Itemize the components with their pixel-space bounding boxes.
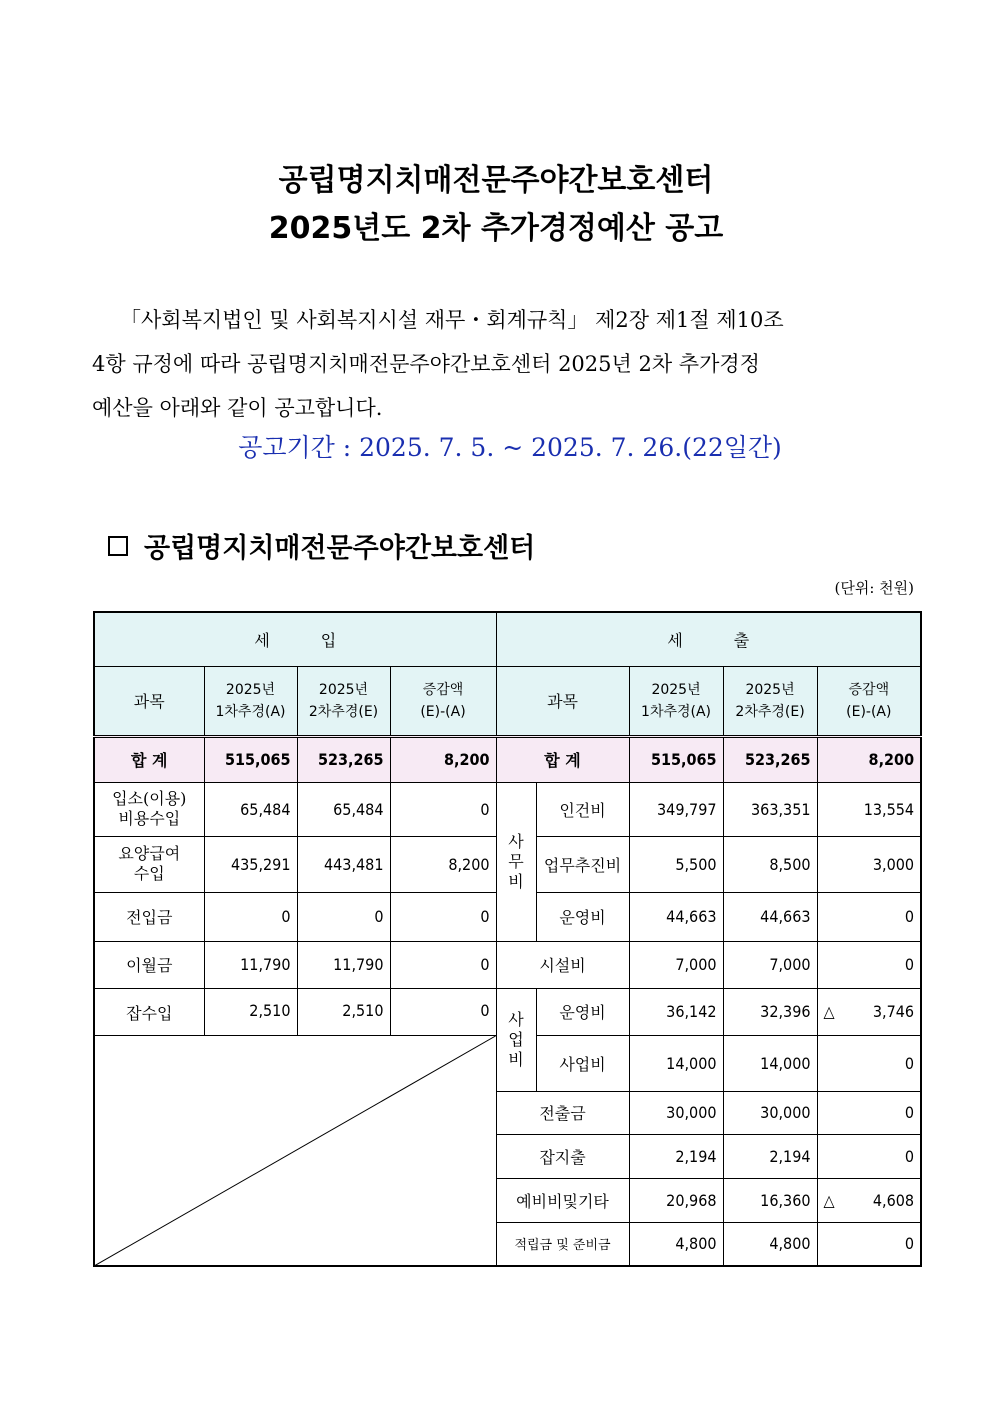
expense-a: 4,800 <box>629 1222 723 1266</box>
notice-period: 공고기간 : 2025. 7. 5. ~ 2025. 7. 26.(22일간) <box>238 433 782 462</box>
paragraph-line-2: 4항 규정에 따라 공립명지치매전문주야간보호센터 2025년 2차 추가경정 <box>92 352 760 376</box>
expense-a: 36,142 <box>629 988 723 1035</box>
total-expense-a: 515,065 <box>629 736 723 782</box>
expense-e: 14,000 <box>723 1035 817 1091</box>
total-income-d: 8,200 <box>390 736 496 782</box>
income-e: 0 <box>297 892 390 941</box>
group-office-label <box>496 782 536 941</box>
decrease-symbol: △ <box>823 1190 835 1210</box>
group-char: 비 <box>508 1049 524 1069</box>
income-subject-header: 과목 <box>94 666 204 736</box>
expense-d <box>817 988 921 1035</box>
hdr-text: 증감액 <box>422 681 464 698</box>
income-a: 65,484 <box>204 782 297 836</box>
section-title: 공립명지치매전문주야간보호센터 <box>144 533 536 564</box>
expense-label: 사업비 <box>536 1035 629 1091</box>
expense-label: 시설비 <box>496 941 629 988</box>
expense-e: 7,000 <box>723 941 817 988</box>
expense-label: 업무추진비 <box>536 836 629 892</box>
expense-d: 3,000 <box>817 836 921 892</box>
income-d: 8,200 <box>390 836 496 892</box>
title-line-1: 공립명지치매전문주야간보호센터 <box>278 163 714 198</box>
expense-diff-header <box>817 666 921 736</box>
hdr-text: 2025년 <box>651 681 701 698</box>
diagonal-line <box>95 1036 496 1266</box>
expense-a: 44,663 <box>629 892 723 941</box>
hdr-text: 2025년 <box>318 681 369 698</box>
income-label: 전입금 <box>94 892 204 941</box>
total-label: 합 계 <box>94 736 204 782</box>
expense-label: 적립금 및 준비금 <box>496 1222 629 1266</box>
expense-a: 5,500 <box>629 836 723 892</box>
expense-d: 13,554 <box>817 782 921 836</box>
total-label: 합 계 <box>496 736 629 782</box>
expense-d-value: 3,746 <box>872 1002 915 1021</box>
section-heading <box>108 526 535 565</box>
expense-label: 예비비및기타 <box>496 1178 629 1222</box>
income-label-text: 비용수입 <box>118 809 181 828</box>
total-income-e: 523,265 <box>297 736 390 782</box>
expense-e: 8,500 <box>723 836 817 892</box>
income-label-text: 요양급여 <box>118 844 181 863</box>
title-line-2: 2025년도 2차 추가경정예산 공고 <box>268 211 724 246</box>
expense-d: 0 <box>817 1222 921 1266</box>
hdr-text: 2차추경(E) <box>735 703 805 720</box>
income-e: 2,510 <box>297 988 390 1035</box>
empty-diagonal-cell <box>94 1035 496 1266</box>
table-row <box>94 988 921 1035</box>
income-e: 11,790 <box>297 941 390 988</box>
income-a: 435,291 <box>204 836 297 892</box>
expense-a: 2,194 <box>629 1134 723 1178</box>
income-label: 이월금 <box>94 941 204 988</box>
hdr-text: 2차추경(E) <box>308 703 379 720</box>
table-row <box>94 941 921 988</box>
income-first-header <box>204 666 297 736</box>
income-e: 443,481 <box>297 836 390 892</box>
group-char: 사 <box>508 831 524 851</box>
checkbox-icon <box>108 536 128 556</box>
expense-second-header <box>723 666 817 736</box>
income-label <box>94 836 204 892</box>
income-d: 0 <box>390 782 496 836</box>
total-expense-d: 8,200 <box>817 736 921 782</box>
income-e: 65,484 <box>297 782 390 836</box>
income-second-header <box>297 666 390 736</box>
income-label <box>94 782 204 836</box>
expense-d: 0 <box>817 892 921 941</box>
expense-a: 30,000 <box>629 1091 723 1134</box>
income-a: 11,790 <box>204 941 297 988</box>
income-a: 2,510 <box>204 988 297 1035</box>
hdr-text: 1차추경(A) <box>641 703 712 720</box>
expense-e: 2,194 <box>723 1134 817 1178</box>
hdr-text: (E)-(A) <box>420 703 466 720</box>
expense-label: 운영비 <box>536 988 629 1035</box>
notice-paragraph <box>92 298 912 430</box>
group-char: 무 <box>508 851 524 871</box>
expense-e: 16,360 <box>723 1178 817 1222</box>
expense-e: 30,000 <box>723 1091 817 1134</box>
income-d: 0 <box>390 941 496 988</box>
income-d: 0 <box>390 988 496 1035</box>
expense-e: 363,351 <box>723 782 817 836</box>
income-header: 세 입 <box>94 612 496 666</box>
group-business-label <box>496 988 536 1091</box>
expense-header: 세 출 <box>496 612 921 666</box>
expense-d: 0 <box>817 941 921 988</box>
group-char: 사 <box>508 1009 524 1029</box>
expense-subject-header: 과목 <box>496 666 629 736</box>
expense-d <box>817 1178 921 1222</box>
paragraph-line-1: 「사회복지법인 및 사회복지시설 재무・회계규칙」 제2장 제1절 제10조 <box>120 308 784 332</box>
expense-e: 4,800 <box>723 1222 817 1266</box>
hdr-text: 2025년 <box>745 681 795 698</box>
expense-label: 인건비 <box>536 782 629 836</box>
expense-d: 0 <box>817 1091 921 1134</box>
table-row <box>94 782 921 836</box>
expense-a: 20,968 <box>629 1178 723 1222</box>
hdr-text: (E)-(A) <box>846 703 892 720</box>
expense-d: 0 <box>817 1134 921 1178</box>
total-row <box>94 736 921 782</box>
total-expense-e: 523,265 <box>723 736 817 782</box>
expense-label: 전출금 <box>496 1091 629 1134</box>
expense-a: 7,000 <box>629 941 723 988</box>
income-d: 0 <box>390 892 496 941</box>
hdr-text: 1차추경(A) <box>215 703 286 720</box>
hdr-text: 증감액 <box>848 681 890 698</box>
income-label-text: 입소(이용) <box>112 789 187 808</box>
expense-e: 32,396 <box>723 988 817 1035</box>
expense-a: 349,797 <box>629 782 723 836</box>
expense-d: 0 <box>817 1035 921 1091</box>
income-diff-header <box>390 666 496 736</box>
expense-d-value: 4,608 <box>872 1190 915 1210</box>
budget-table <box>93 611 922 1267</box>
expense-first-header <box>629 666 723 736</box>
expense-a: 14,000 <box>629 1035 723 1091</box>
expense-label: 운영비 <box>536 892 629 941</box>
group-char: 비 <box>508 871 524 891</box>
group-char: 업 <box>508 1029 524 1049</box>
income-label: 잡수입 <box>94 988 204 1035</box>
unit-label: (단위: 천원) <box>834 579 914 597</box>
decrease-symbol: △ <box>823 1002 835 1021</box>
expense-label: 잡지출 <box>496 1134 629 1178</box>
paragraph-line-3: 예산을 아래와 같이 공고합니다. <box>92 396 383 420</box>
expense-e: 44,663 <box>723 892 817 941</box>
budget-table-wrap <box>93 611 922 1266</box>
total-income-a: 515,065 <box>204 736 297 782</box>
income-a: 0 <box>204 892 297 941</box>
income-label-text: 수입 <box>133 864 165 883</box>
hdr-text: 2025년 <box>225 681 276 698</box>
